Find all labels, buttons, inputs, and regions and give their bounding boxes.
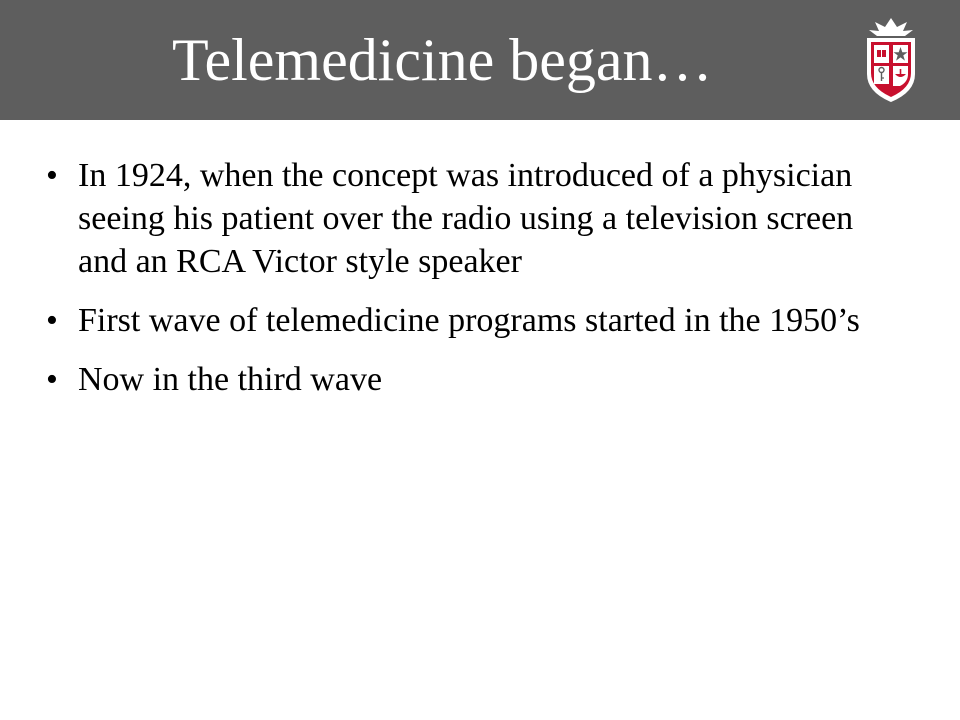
bullet-text: Now in the third wave xyxy=(78,361,383,398)
university-crest-icon xyxy=(862,16,920,104)
bullet-icon: • xyxy=(46,302,58,339)
bullet-text: First wave of telemedicine programs started in the 1950’s xyxy=(78,302,860,339)
list-item xyxy=(46,358,896,401)
list-item xyxy=(46,299,896,342)
bullet-list xyxy=(46,154,896,417)
title-bar xyxy=(0,0,960,120)
bullet-text: In 1924, when the concept was introduced of a physician seeing his patient over the radio using a television screen and an RCA Victor style speaker xyxy=(78,157,854,280)
bullet-icon: • xyxy=(46,157,58,194)
list-item xyxy=(46,154,896,283)
bullet-icon: • xyxy=(46,361,58,398)
slide-title: Telemedicine began… xyxy=(172,27,713,93)
